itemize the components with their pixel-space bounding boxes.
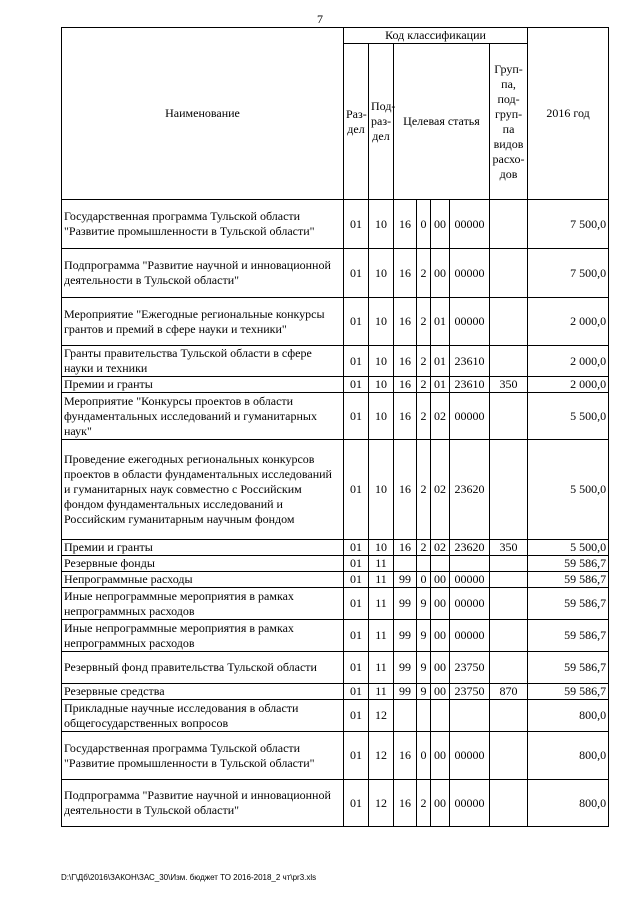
row-subsection: 10	[369, 440, 394, 540]
table-row	[62, 684, 609, 700]
row-section: 01	[344, 540, 369, 556]
row-program-code	[394, 556, 417, 572]
row-section: 01	[344, 652, 369, 684]
row-program-code: 16	[394, 393, 417, 440]
table-row	[62, 249, 609, 298]
row-program-code: 99	[394, 652, 417, 684]
row-direction-code: 00000	[450, 200, 490, 249]
row-section: 01	[344, 440, 369, 540]
table-row	[62, 393, 609, 440]
row-name: Подпрограмма "Развитие научной и инновационной деятельности в Тульской области"	[62, 249, 344, 298]
row-expense-group	[490, 249, 528, 298]
table-row	[62, 620, 609, 652]
row-amount: 5 500,0	[528, 440, 609, 540]
row-name: Мероприятие "Конкурсы проектов в области фундаментальных исследований и гуманитарных наук"	[62, 393, 344, 440]
table-row	[62, 700, 609, 732]
row-subprogram-code: 2	[417, 346, 431, 377]
row-event-code	[431, 556, 450, 572]
row-expense-group	[490, 652, 528, 684]
row-amount: 7 500,0	[528, 200, 609, 249]
row-expense-group	[490, 346, 528, 377]
header-year: 2016 год	[528, 28, 609, 200]
row-section: 01	[344, 732, 369, 780]
row-program-code: 99	[394, 572, 417, 588]
row-amount: 5 500,0	[528, 393, 609, 440]
row-name: Резервный фонд правительства Тульской области	[62, 652, 344, 684]
row-name: Резервные фонды	[62, 556, 344, 572]
row-expense-group: 870	[490, 684, 528, 700]
row-direction-code: 23610	[450, 346, 490, 377]
row-subsection: 11	[369, 684, 394, 700]
row-section: 01	[344, 249, 369, 298]
row-name: Иные непрограммные мероприятия в рамках непрограммных расходов	[62, 620, 344, 652]
row-expense-group	[490, 572, 528, 588]
row-program-code: 16	[394, 249, 417, 298]
row-section: 01	[344, 684, 369, 700]
row-amount: 2 000,0	[528, 298, 609, 346]
row-subsection: 11	[369, 620, 394, 652]
row-section: 01	[344, 200, 369, 249]
row-program-code: 16	[394, 732, 417, 780]
row-name: Премии и гранты	[62, 377, 344, 393]
row-subprogram-code: 9	[417, 652, 431, 684]
table-row	[62, 556, 609, 572]
row-expense-group	[490, 700, 528, 732]
row-subprogram-code	[417, 556, 431, 572]
row-direction-code: 00000	[450, 620, 490, 652]
row-section: 01	[344, 588, 369, 620]
row-subprogram-code: 2	[417, 298, 431, 346]
row-section: 01	[344, 298, 369, 346]
row-direction-code: 00000	[450, 298, 490, 346]
row-subsection: 10	[369, 298, 394, 346]
row-expense-group	[490, 393, 528, 440]
table-row	[62, 572, 609, 588]
row-program-code: 99	[394, 684, 417, 700]
row-subsection: 11	[369, 652, 394, 684]
row-subprogram-code: 2	[417, 377, 431, 393]
row-amount: 800,0	[528, 780, 609, 827]
header-subsection: Под- раз- дел	[369, 44, 394, 200]
row-expense-group	[490, 440, 528, 540]
row-subsection: 12	[369, 700, 394, 732]
row-amount: 59 586,7	[528, 652, 609, 684]
row-subprogram-code	[417, 700, 431, 732]
row-name: Подпрограмма "Развитие научной и инновационной деятельности в Тульской области"	[62, 780, 344, 827]
row-direction-code	[450, 556, 490, 572]
row-name: Резервные средства	[62, 684, 344, 700]
row-event-code: 00	[431, 780, 450, 827]
row-amount: 59 586,7	[528, 684, 609, 700]
row-amount: 2 000,0	[528, 377, 609, 393]
row-subprogram-code: 2	[417, 780, 431, 827]
row-event-code: 00	[431, 652, 450, 684]
table-row	[62, 780, 609, 827]
row-program-code: 16	[394, 440, 417, 540]
row-name: Государственная программа Тульской области "Развитие промышленности в Тульской области"	[62, 732, 344, 780]
row-direction-code: 00000	[450, 732, 490, 780]
table-row	[62, 540, 609, 556]
row-event-code: 02	[431, 540, 450, 556]
row-subprogram-code: 9	[417, 620, 431, 652]
table-row	[62, 346, 609, 377]
row-program-code: 16	[394, 298, 417, 346]
row-direction-code: 23620	[450, 440, 490, 540]
row-program-code: 16	[394, 780, 417, 827]
row-expense-group	[490, 588, 528, 620]
row-expense-group	[490, 780, 528, 827]
row-subprogram-code: 2	[417, 440, 431, 540]
row-direction-code: 23610	[450, 377, 490, 393]
row-subsection: 10	[369, 249, 394, 298]
row-direction-code: 00000	[450, 249, 490, 298]
row-event-code: 01	[431, 346, 450, 377]
table-row	[62, 652, 609, 684]
row-name: Премии и гранты	[62, 540, 344, 556]
row-direction-code: 23620	[450, 540, 490, 556]
row-amount: 59 586,7	[528, 588, 609, 620]
row-subsection: 12	[369, 780, 394, 827]
row-amount: 7 500,0	[528, 249, 609, 298]
row-subprogram-code: 9	[417, 588, 431, 620]
row-subprogram-code: 2	[417, 249, 431, 298]
table-row	[62, 200, 609, 249]
row-amount: 800,0	[528, 732, 609, 780]
header-name: Наименование	[62, 28, 344, 200]
row-event-code: 01	[431, 298, 450, 346]
row-amount: 59 586,7	[528, 572, 609, 588]
table-row	[62, 588, 609, 620]
row-amount: 2 000,0	[528, 346, 609, 377]
row-name: Непрограммные расходы	[62, 572, 344, 588]
row-event-code	[431, 700, 450, 732]
row-expense-group: 350	[490, 377, 528, 393]
row-direction-code: 23750	[450, 652, 490, 684]
budget-table	[61, 27, 609, 827]
row-subprogram-code: 9	[417, 684, 431, 700]
row-expense-group	[490, 732, 528, 780]
row-event-code: 00	[431, 588, 450, 620]
row-amount: 59 586,7	[528, 556, 609, 572]
row-subsection: 10	[369, 377, 394, 393]
header-section: Раз- дел	[344, 44, 369, 200]
row-subprogram-code: 2	[417, 540, 431, 556]
row-direction-code	[450, 700, 490, 732]
row-name: Государственная программа Тульской области "Развитие промышленности в Тульской области"	[62, 200, 344, 249]
row-program-code: 99	[394, 588, 417, 620]
header-classification-code: Код классификации	[344, 28, 528, 44]
row-subprogram-code: 0	[417, 732, 431, 780]
row-program-code	[394, 700, 417, 732]
table-row	[62, 440, 609, 540]
row-event-code: 00	[431, 200, 450, 249]
row-program-code: 99	[394, 620, 417, 652]
row-section: 01	[344, 780, 369, 827]
row-name: Прикладные научные исследования в области общегосударственных вопросов	[62, 700, 344, 732]
row-amount: 800,0	[528, 700, 609, 732]
row-program-code: 16	[394, 377, 417, 393]
table-row	[62, 732, 609, 780]
page-number: 7	[317, 12, 323, 26]
header-expense-group: Груп- па, под- груп- па видов расхо- дов	[490, 44, 528, 200]
row-expense-group	[490, 556, 528, 572]
row-program-code: 16	[394, 346, 417, 377]
row-event-code: 00	[431, 249, 450, 298]
table-body	[62, 200, 609, 827]
row-amount: 5 500,0	[528, 540, 609, 556]
row-expense-group	[490, 200, 528, 249]
row-event-code: 00	[431, 684, 450, 700]
row-program-code: 16	[394, 200, 417, 249]
row-subsection: 11	[369, 572, 394, 588]
table-header	[62, 28, 609, 200]
row-event-code: 00	[431, 620, 450, 652]
row-expense-group: 350	[490, 540, 528, 556]
row-subprogram-code: 0	[417, 200, 431, 249]
row-subsection: 10	[369, 200, 394, 249]
row-subsection: 11	[369, 588, 394, 620]
row-direction-code: 00000	[450, 393, 490, 440]
row-name: Иные непрограммные мероприятия в рамках непрограммных расходов	[62, 588, 344, 620]
row-expense-group	[490, 298, 528, 346]
row-section: 01	[344, 377, 369, 393]
row-subsection: 10	[369, 540, 394, 556]
row-event-code: 02	[431, 393, 450, 440]
header-target-article: Целевая статья	[394, 44, 490, 200]
row-section: 01	[344, 620, 369, 652]
row-event-code: 00	[431, 732, 450, 780]
row-name: Гранты правительства Тульской области в сфере науки и техники	[62, 346, 344, 377]
table-row	[62, 377, 609, 393]
row-section: 01	[344, 572, 369, 588]
row-section: 01	[344, 700, 369, 732]
row-direction-code: 23750	[450, 684, 490, 700]
row-section: 01	[344, 393, 369, 440]
row-direction-code: 00000	[450, 572, 490, 588]
row-direction-code: 00000	[450, 780, 490, 827]
row-amount: 59 586,7	[528, 620, 609, 652]
row-name: Проведение ежегодных региональных конкурсов проектов в области фундаментальных исследований и гуманитарных наук совместно с Российским фондом фундаментальных исследований и Российским гуманитарным научным фондом	[62, 440, 344, 540]
file-path-footer: D:\Г\Дб\2016\ЗАКОН\ЗАС_30\Изм. бюджет ТО 2016-2018_2 чт\pr3.xls	[61, 873, 317, 882]
row-subsection: 10	[369, 393, 394, 440]
row-event-code: 00	[431, 572, 450, 588]
table-row	[62, 298, 609, 346]
row-section: 01	[344, 346, 369, 377]
row-subsection: 10	[369, 346, 394, 377]
row-direction-code: 00000	[450, 588, 490, 620]
row-expense-group	[490, 620, 528, 652]
row-program-code: 16	[394, 540, 417, 556]
row-name: Мероприятие "Ежегодные региональные конкурсы грантов и премий в сфере науки и техники"	[62, 298, 344, 346]
row-subprogram-code: 0	[417, 572, 431, 588]
row-subprogram-code: 2	[417, 393, 431, 440]
row-section: 01	[344, 556, 369, 572]
row-event-code: 02	[431, 440, 450, 540]
row-event-code: 01	[431, 377, 450, 393]
row-subsection: 12	[369, 732, 394, 780]
row-subsection: 11	[369, 556, 394, 572]
